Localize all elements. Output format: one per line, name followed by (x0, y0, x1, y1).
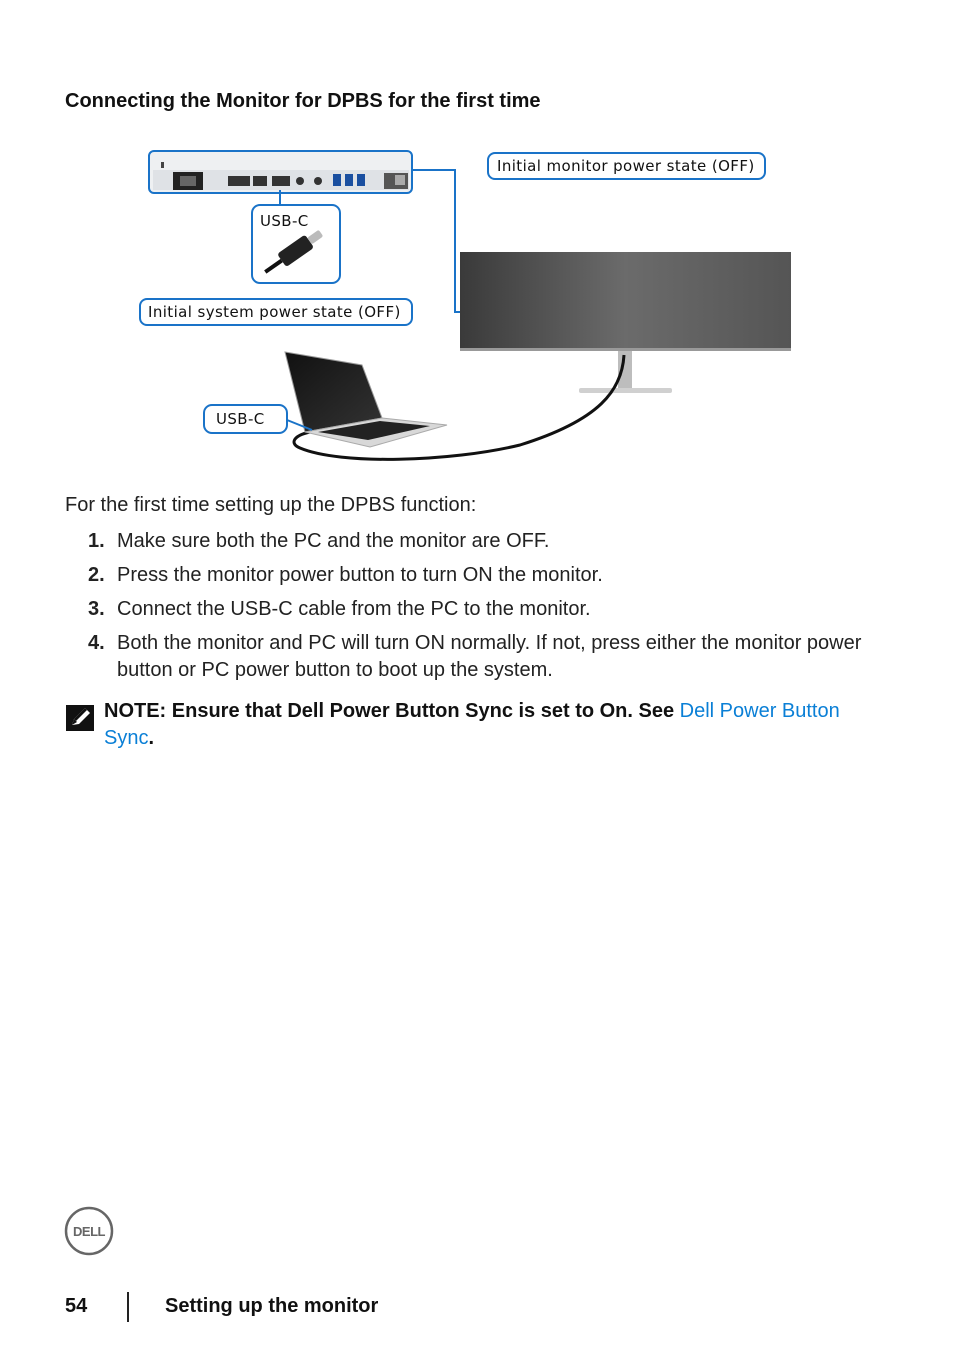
note-text (104, 698, 864, 752)
laptop-illustration (285, 352, 447, 447)
callout-monitor-power-text: Initial monitor power state (OFF) (497, 157, 755, 175)
list-item (88, 596, 878, 623)
dell-logo (64, 1206, 114, 1256)
step-number: 3. (88, 598, 105, 620)
step-text: Press the monitor power button to turn ON the monitor. (117, 564, 603, 586)
callout-usbc-port-text: USB-C (260, 212, 309, 230)
monitor-illustration (460, 252, 791, 393)
dpbs-connection-diagram (0, 140, 954, 480)
footer-divider (127, 1292, 129, 1322)
list-item (88, 528, 878, 555)
step-text: Make sure both the PC and the monitor are OFF. (117, 530, 550, 552)
footer-section-title: Setting up the monitor (165, 1295, 379, 1317)
setup-steps-list (88, 528, 878, 691)
step-text: Both the monitor and PC will turn ON normally. If not, press either the monitor power button or PC power button to boot up the system. (117, 632, 862, 681)
monitor-port-panel (149, 151, 412, 193)
intro-text: For the first time setting up the DPBS function: (65, 494, 477, 516)
note-body: NOTE: Ensure that Dell Power Button Sync is set to On. See (104, 700, 680, 722)
callout-usbc-laptop-text: USB-C (216, 410, 265, 428)
callout-system-power-text: Initial system power state (OFF) (148, 303, 401, 321)
callout-usbc-laptop (204, 405, 312, 433)
note-end: . (148, 727, 155, 749)
step-text: Connect the USB-C cable from the PC to the monitor. (117, 598, 591, 620)
step-number: 2. (88, 564, 105, 586)
list-item (88, 562, 878, 589)
list-item (88, 630, 878, 684)
dell-power-button-sync-link[interactable]: Dell Power Button Sync (104, 700, 840, 749)
callout-monitor-power (488, 153, 765, 179)
page-number: 54 (65, 1295, 88, 1317)
pencil-note-icon (66, 705, 94, 731)
callout-system-power (140, 299, 412, 325)
dell-logo-text: DELL (73, 1224, 105, 1239)
section-heading: Connecting the Monitor for DPBS for the first time (65, 90, 541, 112)
step-number: 4. (88, 632, 105, 654)
step-number: 1. (88, 530, 105, 552)
